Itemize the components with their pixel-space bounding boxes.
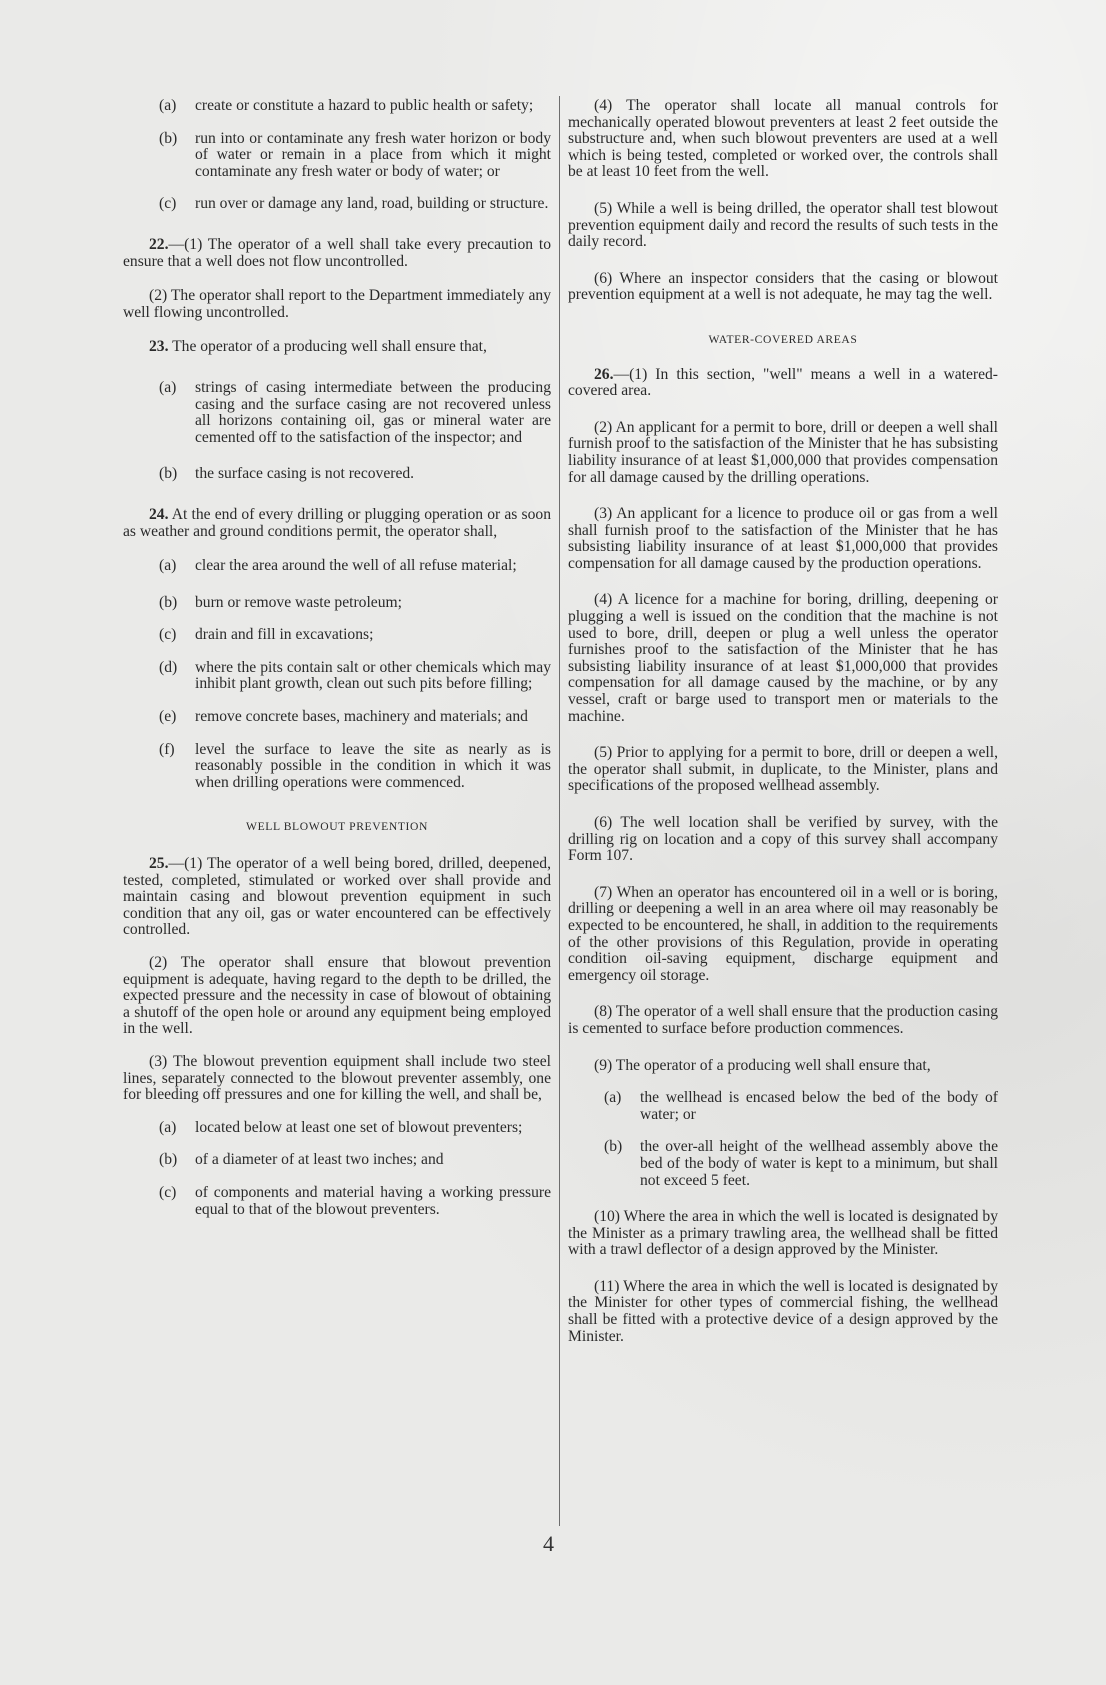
clause-item: [123, 595, 551, 612]
paragraph-text: (5) Prior to applying for a permit to bore, drill or deepen a well, the operator shall submit, in duplicate, to the Minister, plans and specifications of the proposed wellhead assembly.: [568, 744, 998, 795]
item-label: (a): [159, 1118, 177, 1136]
paragraph-text: (7) When an operator has encountered oil in a well or is boring, drilling or deepening a well in an area where oil may reasonably be expected to be encountered, he shall, in addition to the requirements of the other provisions of this Regulation, provide in operating condition oil-saving equipment, discharge equipment and emergency oil storage.: [568, 883, 998, 984]
item-text: the over-all height of the wellhead assembly above the bed of the body of water is kept to a minimum, but shall not exceed 5 feet.: [640, 1138, 998, 1189]
item-label: (c): [159, 626, 177, 644]
section-paragraph: [568, 98, 998, 181]
clause-item: [123, 709, 551, 726]
page-number: 4: [543, 1531, 554, 1556]
clause-item: [123, 196, 551, 213]
clause-item: [123, 1152, 551, 1169]
paragraph-text: (2) The operator shall ensure that blowout prevention equipment is adequate, having regard to the depth to be drilled, the expected pressure and the necessity in case of blowout of obtaining a shutoff of the open hole or around any equipment being employed in the well.: [123, 954, 551, 1038]
clause-item: [568, 1139, 998, 1189]
section-paragraph: [123, 856, 551, 939]
clause-item: [123, 466, 551, 483]
clause-item: [123, 380, 551, 446]
section-paragraph: [123, 288, 551, 321]
item-label: (c): [159, 1183, 177, 1201]
item-text: clear the area around the well of all refuse material;: [195, 557, 517, 575]
clause-item: [123, 131, 551, 181]
section-paragraph: [123, 507, 551, 540]
section-paragraph: [568, 201, 998, 251]
paragraph-text: The operator of a producing well shall ensure that,: [168, 338, 487, 356]
section-number: 26.: [594, 365, 614, 383]
section-paragraph: [568, 1209, 998, 1259]
section-paragraph: [568, 1279, 998, 1345]
paragraph-text: (2) An applicant for a permit to bore, drill or deepen a well shall furnish proof to the satisfaction of the Minister that he has subsisting liability insurance of at least $1,000,000 that provides compensation for all damage caused by the drilling operations.: [568, 418, 998, 486]
section-paragraph: [568, 506, 998, 572]
item-label: (c): [159, 195, 177, 213]
paragraph-text: (5) While a well is being drilled, the operator shall test blowout prevention equipment daily and record the results of such tests in the daily record.: [568, 199, 998, 251]
clause-item: [568, 1090, 998, 1123]
clause-item: [123, 660, 551, 693]
paragraph-text: (10) Where the area in which the well is located is designated by the Minister as a primary trawling area, the wellhead shall be fitted with a trawl deflector of a design approved by the Minister.: [568, 1208, 998, 1259]
section-heading: WATER-COVERED AREAS: [708, 332, 858, 346]
section-number: 24.: [149, 505, 169, 523]
clause-item: [123, 742, 551, 792]
item-label: (e): [159, 708, 177, 726]
paragraph-text: (3) An applicant for a licence to produce oil or gas from a well shall furnish proof to the satisfaction of the Minister that he has subsisting liability insurance of at least $1,000,000 that provides compensation for all damage caused by the production operations.: [568, 505, 998, 572]
section-number: 22.: [149, 235, 169, 253]
section-paragraph: [568, 367, 998, 400]
section-number: 23.: [149, 338, 169, 356]
item-label: (b): [159, 465, 178, 483]
section-heading: WELL BLOWOUT PREVENTION: [246, 820, 428, 834]
paragraph-text: —(1) The operator of a well being bored, drilled, deepened, tested, completed, stimulated or worked over shall provide and maintain casing and blowout prevention equipment in such condition that any oil, gas or water encountered can be effectively controlled.: [123, 855, 551, 939]
section-paragraph: [568, 745, 998, 795]
paragraph-text: (6) Where an inspector considers that the casing or blowout prevention equipment at a well is not adequate, he may tag the well.: [568, 269, 998, 304]
paragraph-text: At the end of every drilling or plugging operation or as soon as weather and ground conditions permit, the operator shall,: [123, 505, 551, 540]
item-text: level the surface to leave the site as nearly as is reasonably possible in the condition in which it was when drilling operations were commenced.: [195, 740, 551, 791]
paragraph-text: (4) A licence for a machine for boring, drilling, deepening or plugging a well is issued on the condition that the machine is not used to bore, drill, deepen or plug a well unless the operator furnishes proof to the satisfaction of the Minister that he has subsisting liability insurance of at least $1,000,000 that provides compensation for all damage caused by the machine, or by any vessel, craft or barge used to transport men or materials to the machine.: [568, 591, 998, 725]
item-label: (f): [159, 740, 175, 758]
section-paragraph: [568, 815, 998, 865]
paragraph-text: (4) The operator shall locate all manual controls for mechanically operated blowout preventers at least 2 feet outside the substructure and, when such blowout preventers are used at a well which is being tested, completed or worked over, the controls shall be at least 10 feet from the well.: [568, 97, 998, 181]
item-label: (a): [159, 97, 177, 114]
section-number: 25.: [149, 855, 169, 873]
section-paragraph: [568, 420, 998, 486]
item-label: (b): [159, 1151, 178, 1169]
item-text: strings of casing intermediate between the producing casing and the surface casing are not recovered unless all horizons containing oil, gas or mineral water are cemented off to the satisfaction of the inspector; and: [195, 378, 551, 446]
section-paragraph: [568, 592, 998, 725]
clause-item: [123, 98, 551, 115]
item-text: run over or damage any land, road, building or structure.: [195, 195, 549, 213]
clause-item: [123, 558, 551, 575]
section-paragraph: [123, 237, 551, 270]
section-paragraph: [123, 955, 551, 1038]
left-column: [123, 98, 551, 1218]
section-paragraph: [568, 1004, 998, 1037]
item-text: of a diameter of at least two inches; and: [195, 1151, 444, 1169]
section-paragraph: [568, 885, 998, 985]
paragraph-text: (8) The operator of a well shall ensure that the production casing is cemented to surface before production commences.: [568, 1003, 998, 1037]
clause-item: [123, 627, 551, 644]
column-divider: [559, 96, 560, 1526]
paragraph-text: —(1) In this section, "well" means a well in a watered-covered area.: [568, 365, 998, 400]
paragraph-text: (9) The operator of a producing well shall ensure that,: [594, 1056, 931, 1074]
item-text: of components and material having a working pressure equal to that of the blowout preventers.: [195, 1183, 551, 1218]
clause-item: [123, 1185, 551, 1218]
section-paragraph: [568, 1058, 998, 1075]
item-text: remove concrete bases, machinery and materials; and: [195, 708, 528, 726]
paragraph-text: (2) The operator shall report to the Department immediately any well flowing uncontrolled.: [123, 287, 551, 321]
section-paragraph: [123, 339, 551, 356]
item-text: drain and fill in excavations;: [195, 626, 374, 644]
item-text: the surface casing is not recovered.: [195, 465, 415, 483]
item-label: (b): [604, 1138, 623, 1156]
item-label: (b): [159, 593, 178, 611]
section-paragraph: [123, 1054, 551, 1104]
item-label: (b): [159, 129, 178, 147]
item-label: (a): [604, 1089, 622, 1107]
paragraph-text: (6) The well location shall be verified by survey, with the drilling rig on location and a copy of this survey shall accompany Form 107.: [568, 814, 998, 865]
item-text: the wellhead is encased below the bed of the body of water; or: [640, 1089, 998, 1123]
item-label: (a): [159, 557, 177, 575]
paragraph-text: (3) The blowout prevention equipment shall include two steel lines, separately connected to the blowout preventer assembly, one for bleeding off pressures and one for killing the well, and shall be,: [123, 1052, 551, 1104]
paragraph-text: (11) Where the area in which the well is located is designated by the Minister for other types of commercial fishing, the wellhead shall be fitted with a protective device of a design approved by the Minister.: [568, 1277, 998, 1345]
paragraph-text: —(1) The operator of a well shall take every precaution to ensure that a well does not flow uncontrolled.: [123, 235, 551, 270]
item-label: (d): [159, 658, 178, 676]
item-label: (a): [159, 378, 177, 396]
item-text: located below at least one set of blowout preventers;: [195, 1118, 523, 1136]
item-text: burn or remove waste petroleum;: [195, 593, 402, 611]
item-text: where the pits contain salt or other chemicals which may inhibit plant growth, clean out such pits before filling;: [195, 658, 551, 693]
item-text: create or constitute a hazard to public health or safety;: [195, 97, 534, 114]
right-column: [568, 98, 998, 1345]
item-text: run into or contaminate any fresh water horizon or body of water or remain in a place from which it might contaminate any fresh water or body of water; or: [195, 129, 551, 180]
section-paragraph: [568, 271, 998, 304]
clause-item: [123, 1120, 551, 1137]
